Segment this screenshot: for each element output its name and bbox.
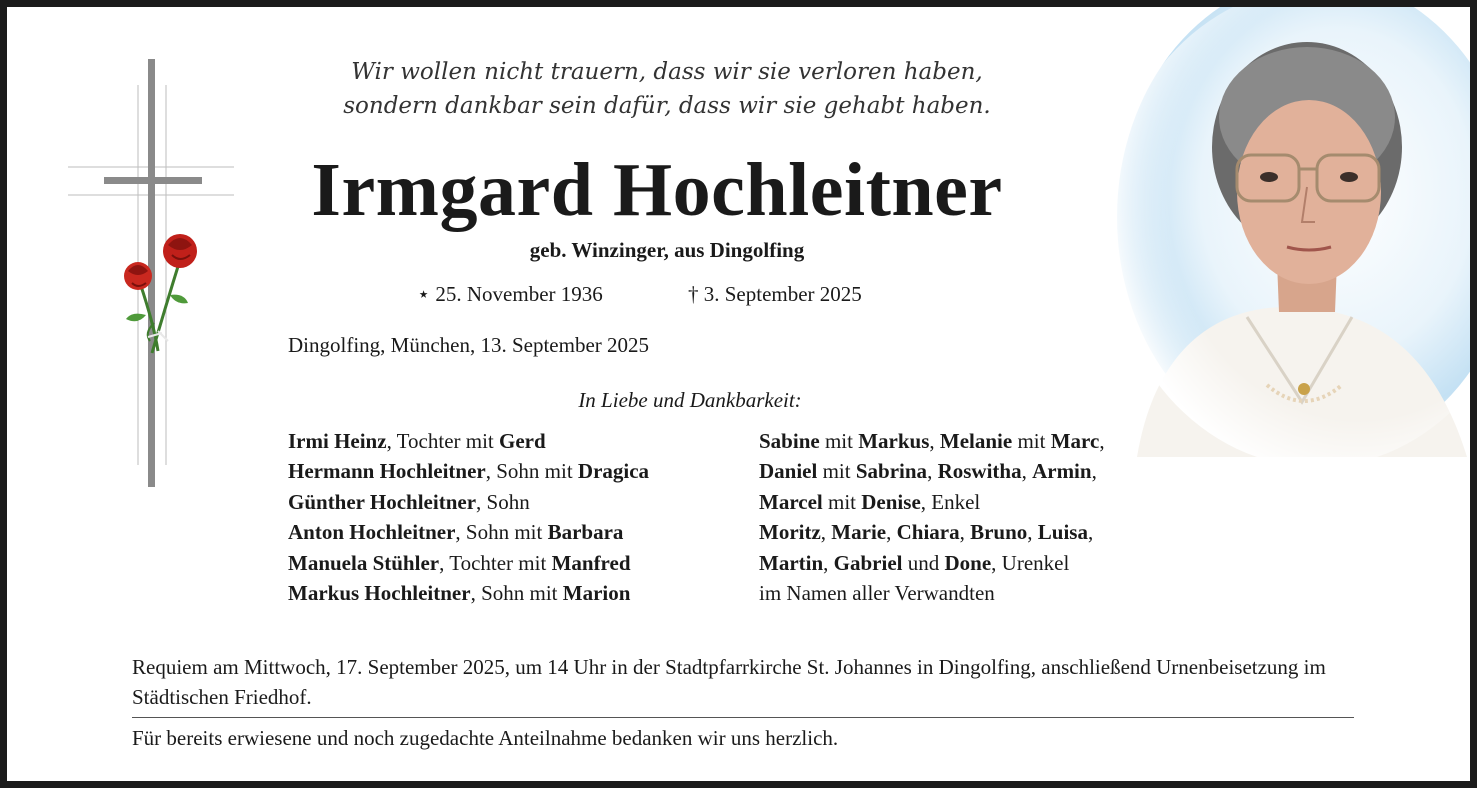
mourner-relation: , <box>959 520 971 545</box>
mourner-line <box>759 426 1105 456</box>
mourner-relation: , Sohn <box>476 489 530 514</box>
mourner-line <box>759 517 1105 547</box>
mourner-name: Markus Hochleitner <box>288 581 471 606</box>
mourner-name: Denise <box>861 489 921 514</box>
mourner-name: Moritz <box>759 520 821 545</box>
rose-icon <box>124 262 152 290</box>
mourner-name: Sabrina <box>855 459 928 484</box>
mourner-name: Marc <box>1050 429 1100 453</box>
mourner-name: Armin <box>1032 459 1092 484</box>
mourner-name: Dragica <box>577 459 650 484</box>
mourner-relation: , Sohn mit <box>470 581 563 606</box>
mourner-name: Daniel <box>759 459 818 484</box>
mourner-relation: im Namen aller Verwandten <box>759 581 995 606</box>
mourner-line <box>759 548 1105 578</box>
mourner-relation: , <box>820 520 832 545</box>
mourner-name: Manfred <box>551 550 631 575</box>
mourner-name: Günther Hochleitner <box>288 489 477 514</box>
mourner-relation: , <box>1099 429 1105 453</box>
deceased-name: Irmgard Hochleitner <box>311 148 1003 232</box>
mourner-line <box>288 517 649 547</box>
mourner-name: Gabriel <box>833 550 903 575</box>
mourner-relation: , <box>929 429 940 453</box>
mourner-relation: , Tochter mit <box>439 550 552 575</box>
mourner-line <box>288 456 649 486</box>
mourner-relation: , <box>1087 520 1094 545</box>
maiden-name-origin: geb. Winzinger, aus Dingolfing <box>529 238 805 262</box>
quote-line-1: Wir wollen nicht trauern, dass wir sie verloren haben, <box>351 59 983 85</box>
mourner-name: Manuela Stühler <box>288 550 440 575</box>
cross-with-roses-icon <box>62 55 242 495</box>
mourners-list-right <box>759 426 1105 608</box>
mourner-relation: , Sohn mit <box>455 520 548 545</box>
mourner-name: Bruno <box>970 520 1028 545</box>
thanks-line: Für bereits erwiesene und noch zugedachte Anteilnahme bedanken wir uns herzlich. <box>132 726 839 750</box>
mourner-line <box>288 548 649 578</box>
mourner-relation: , <box>1091 459 1097 484</box>
rose-icon <box>163 234 197 268</box>
dedication-line: In Liebe und Dankbarkeit: <box>578 388 802 412</box>
mourner-line <box>759 487 1105 517</box>
mourner-line <box>288 578 649 608</box>
mourner-relation: , <box>886 520 897 545</box>
mourner-relation: mit <box>1012 429 1051 453</box>
mourner-name: Martin <box>759 550 824 575</box>
requiem-notice: Requiem am Mittwoch, 17. September 2025, um 14 Uhr in der Stadtpfarrkirche St. Johannes in Dingolfing, anschließend Urnenbeisetzung im Städtischen Friedhof. <box>132 655 1326 709</box>
mourner-relation: , <box>1021 459 1033 484</box>
mourner-line <box>288 487 649 517</box>
mourner-line <box>759 578 1105 608</box>
divider <box>132 717 1354 718</box>
mourner-name: Marion <box>562 581 631 606</box>
death-date: † 3. September 2025 <box>688 282 862 306</box>
mourner-name: Chiara <box>896 520 960 545</box>
mourner-relation: mit <box>822 489 862 514</box>
mourners-list-left <box>288 426 649 608</box>
place-and-date: Dingolfing, München, 13. September 2025 <box>288 333 650 357</box>
mourner-line <box>288 426 649 456</box>
mourner-line <box>759 456 1105 486</box>
mourner-relation: mit <box>817 459 856 484</box>
mourner-name: Marcel <box>759 489 823 514</box>
mourner-relation: , <box>823 550 834 575</box>
mourner-relation: , Enkel <box>920 489 981 514</box>
mourner-relation: und <box>902 550 945 575</box>
mourner-relation: , Tochter mit <box>386 429 500 453</box>
mourner-relation: , <box>927 459 938 484</box>
mourner-name: Irmi Heinz <box>288 429 387 453</box>
mourner-name: Markus <box>858 429 930 453</box>
birth-date: ⋆ 25. November 1936 <box>417 282 603 306</box>
mourner-name: Done <box>944 550 992 575</box>
quote-line-2: sondern dankbar sein dafür, dass wir sie gehabt haben. <box>343 93 991 119</box>
mourner-relation: , <box>1027 520 1038 545</box>
mourner-name: Marie <box>831 520 887 545</box>
mourner-relation: mit <box>819 429 859 453</box>
mourner-name: Hermann Hochleitner <box>288 459 486 484</box>
mourner-relation: , Sohn mit <box>485 459 578 484</box>
mourner-name: Melanie <box>939 429 1013 453</box>
mourner-name: Anton Hochleitner <box>288 520 456 545</box>
mourner-name: Barbara <box>547 520 624 545</box>
mourner-name: Gerd <box>499 429 546 453</box>
mourner-name: Roswitha <box>937 459 1022 484</box>
mourner-name: Sabine <box>759 429 820 453</box>
portrait-photo <box>1097 7 1477 457</box>
mourner-relation: , Urenkel <box>991 550 1070 575</box>
mourner-name: Luisa <box>1037 520 1088 545</box>
